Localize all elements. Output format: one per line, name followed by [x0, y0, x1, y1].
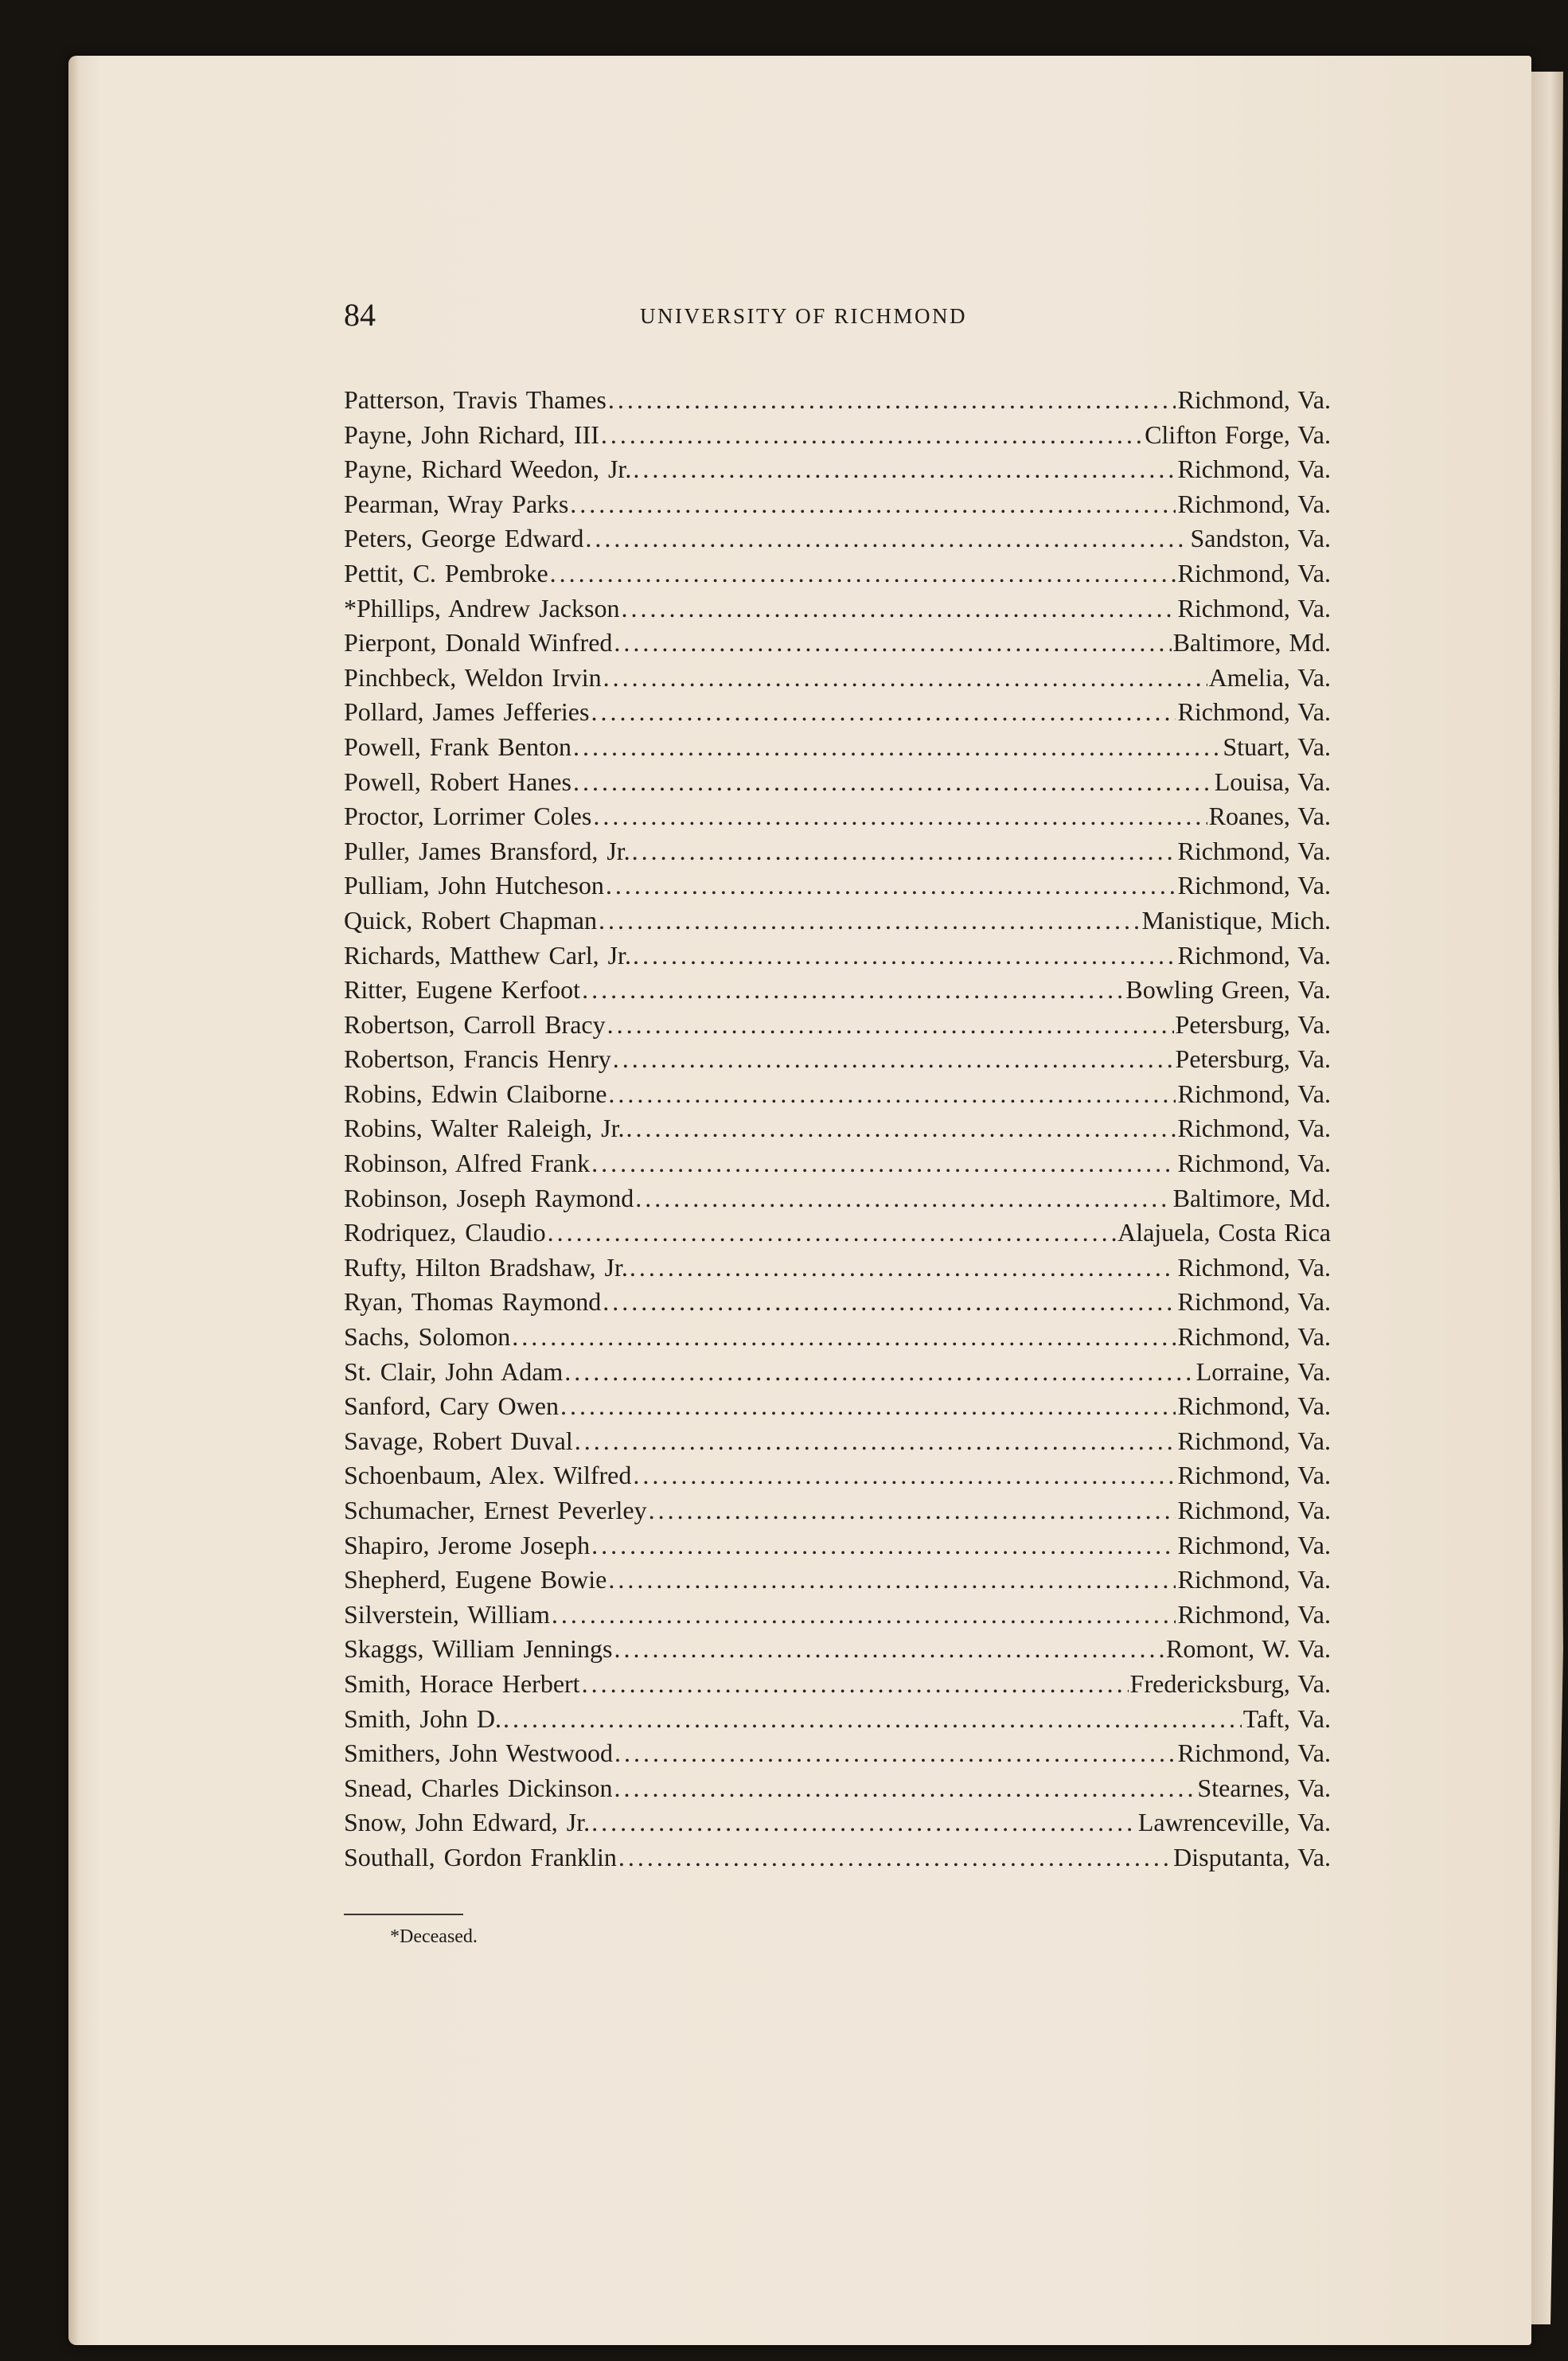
- entry-name: Sachs, Solomon: [344, 1322, 511, 1352]
- list-item: [344, 521, 1331, 556]
- dot-leader: [591, 1528, 1176, 1563]
- entry-place: Richmond, Va.: [1177, 1461, 1331, 1490]
- entry-place: Richmond, Va.: [1177, 558, 1331, 587]
- entry-name: Payne, John Richard, III: [344, 420, 599, 449]
- dot-leader: [550, 556, 1176, 591]
- entry-place: Lawrenceville, Va.: [1137, 1808, 1331, 1837]
- entry-place: Richmond, Va.: [1177, 385, 1331, 414]
- dot-leader: [564, 1355, 1194, 1390]
- entry-place: Richmond, Va.: [1177, 836, 1331, 865]
- entry-name: Shapiro, Jerome Joseph: [344, 1530, 591, 1559]
- entry-name: Payne, Richard Weedon, Jr.: [344, 455, 632, 484]
- dot-leader: [608, 1563, 1176, 1598]
- entry-place: Richmond, Va.: [1177, 1114, 1331, 1143]
- entry-name: Savage, Robert Duval: [344, 1426, 573, 1455]
- dot-leader: [560, 1389, 1176, 1424]
- list-item: [344, 1840, 1331, 1875]
- entry-place: Stearnes, Va.: [1197, 1773, 1331, 1802]
- dot-leader: [601, 418, 1143, 453]
- dot-leader: [633, 1458, 1176, 1493]
- entry-name: Sanford, Cary Owen: [344, 1391, 559, 1421]
- list-item: [344, 868, 1331, 903]
- entry-place: Richmond, Va.: [1177, 1252, 1331, 1282]
- entry-name: Skaggs, William Jennings: [344, 1634, 613, 1664]
- dot-leader: [633, 939, 1176, 974]
- entry-place: Richmond, Va.: [1177, 1530, 1331, 1559]
- list-item: [344, 1389, 1331, 1424]
- page-header: [344, 296, 1331, 344]
- list-item: [344, 730, 1331, 765]
- entry-name: Ryan, Thomas Raymond: [344, 1287, 602, 1317]
- dot-leader: [614, 1632, 1164, 1667]
- entry-name: Powell, Frank Benton: [344, 732, 571, 761]
- entry-place: Baltimore, Md.: [1172, 628, 1331, 658]
- dot-leader: [613, 1042, 1174, 1077]
- list-item: [344, 973, 1331, 1008]
- entry-place: Sandston, Va.: [1190, 524, 1331, 553]
- entry-name: Robins, Walter Raleigh, Jr.: [344, 1114, 625, 1143]
- list-item: [344, 834, 1331, 869]
- dot-leader: [626, 1111, 1176, 1146]
- entry-place: Petersburg, Va.: [1175, 1009, 1331, 1039]
- entry-place: Richmond, Va.: [1177, 1565, 1331, 1594]
- dot-leader: [606, 868, 1176, 903]
- entry-place: Clifton Forge, Va.: [1145, 420, 1331, 449]
- list-item: [344, 1042, 1331, 1077]
- dot-leader: [607, 1008, 1174, 1043]
- dot-leader: [585, 521, 1188, 556]
- dot-leader: [603, 661, 1207, 696]
- entry-place: Richmond, Va.: [1177, 697, 1331, 727]
- entry-place: Bowling Green, Va.: [1125, 975, 1331, 1005]
- entry-name: Pinchbeck, Weldon Irvin: [344, 662, 602, 692]
- entry-place: Richmond, Va.: [1177, 940, 1331, 970]
- list-item: [344, 939, 1331, 974]
- dot-leader: [608, 383, 1176, 418]
- dot-leader: [570, 487, 1176, 522]
- dot-leader: [603, 1285, 1176, 1320]
- dot-leader: [632, 834, 1176, 869]
- entry-place: Amelia, Va.: [1208, 662, 1331, 692]
- entry-place: Fredericksburg, Va.: [1129, 1668, 1331, 1698]
- list-item: [344, 591, 1331, 626]
- entry-place: Richmond, Va.: [1177, 593, 1331, 622]
- entry-name: Proctor, Lorrimer Coles: [344, 802, 592, 831]
- facing-page-edge: [1531, 72, 1563, 2324]
- entry-place: Richmond, Va.: [1177, 1287, 1331, 1317]
- dot-leader: [573, 730, 1221, 765]
- entry-place: Richmond, Va.: [1177, 1496, 1331, 1524]
- list-item: [344, 1077, 1331, 1112]
- entry-place: Richmond, Va.: [1177, 455, 1331, 484]
- page-number: 84: [344, 297, 376, 333]
- list-item: [344, 799, 1331, 834]
- entry-name: Peters, George Edward: [344, 524, 584, 553]
- dot-leader: [573, 765, 1213, 800]
- entry-name: Smithers, John Westwood: [344, 1739, 613, 1768]
- entry-place: Roanes, Va.: [1208, 802, 1331, 831]
- list-item: [344, 1598, 1331, 1633]
- list-item: [344, 626, 1331, 661]
- entry-name: Robertson, Carroll Bracy: [344, 1009, 606, 1039]
- dot-leader: [599, 903, 1141, 939]
- entry-name: Puller, James Bransford, Jr.: [344, 836, 630, 865]
- entry-place: Richmond, Va.: [1177, 1599, 1331, 1629]
- entry-name: Pierpont, Donald Winfred: [344, 628, 613, 658]
- entry-name: Schumacher, Ernest Peverley: [344, 1496, 647, 1524]
- list-item: [344, 661, 1331, 696]
- list-item: [344, 1702, 1331, 1737]
- entry-place: Taft, Va.: [1242, 1703, 1331, 1733]
- list-item: [344, 1667, 1331, 1702]
- list-item: [344, 1563, 1331, 1598]
- list-item: [344, 1632, 1331, 1667]
- list-item: [344, 1008, 1331, 1043]
- list-item: [344, 1320, 1331, 1355]
- entry-name: Southall, Gordon Franklin: [344, 1842, 617, 1871]
- entry-place: Romont, W. Va.: [1166, 1634, 1331, 1664]
- entry-place: Petersburg, Va.: [1175, 1044, 1331, 1074]
- entry-place: Disputanta, Va.: [1173, 1842, 1331, 1871]
- entry-name: Richards, Matthew Carl, Jr.: [344, 940, 631, 970]
- entry-name: Smith, Horace Herbert: [344, 1668, 580, 1698]
- entry-name: *Phillips, Andrew Jackson: [344, 593, 620, 622]
- entry-place: Richmond, Va.: [1177, 1426, 1331, 1455]
- dot-leader: [591, 695, 1176, 730]
- list-item: [344, 1111, 1331, 1146]
- list-item: [344, 1458, 1331, 1493]
- dot-leader: [618, 1840, 1172, 1875]
- list-item: [344, 1493, 1331, 1528]
- list-item: [344, 452, 1331, 487]
- entry-place: Stuart, Va.: [1223, 732, 1331, 761]
- dot-leader: [614, 1771, 1196, 1806]
- dot-leader: [635, 1181, 1171, 1216]
- entry-name: Snead, Charles Dickinson: [344, 1773, 613, 1802]
- entry-place: Richmond, Va.: [1177, 1391, 1331, 1421]
- dot-leader: [591, 1146, 1176, 1181]
- dot-leader: [512, 1320, 1176, 1355]
- entry-name: Smith, John D.: [344, 1703, 502, 1733]
- list-item: [344, 1146, 1331, 1181]
- dot-leader: [575, 1424, 1176, 1459]
- entry-place: Louisa, Va.: [1214, 767, 1331, 796]
- entry-name: Robins, Edwin Claiborne: [344, 1079, 607, 1108]
- dot-leader: [621, 591, 1176, 626]
- entry-place: Richmond, Va.: [1177, 1149, 1331, 1178]
- list-item: [344, 1216, 1331, 1251]
- entry-place: Alajuela, Costa Rica: [1117, 1218, 1331, 1247]
- list-item: [344, 556, 1331, 591]
- list-item: [344, 903, 1331, 939]
- entry-place: Richmond, Va.: [1177, 1322, 1331, 1352]
- list-item: [344, 1285, 1331, 1320]
- entry-place: Manistique, Mich.: [1141, 905, 1331, 935]
- entry-name: Rodriquez, Claudio: [344, 1218, 546, 1247]
- dot-leader: [591, 1805, 1137, 1840]
- dot-leader: [614, 1736, 1176, 1771]
- entry-name: Silverstein, William: [344, 1599, 550, 1629]
- dot-leader: [582, 1667, 1129, 1702]
- list-item: [344, 1181, 1331, 1216]
- entry-place: Lorraine, Va.: [1196, 1356, 1331, 1386]
- dot-leader: [649, 1493, 1176, 1528]
- dot-leader: [582, 973, 1124, 1008]
- entry-name: Powell, Robert Hanes: [344, 767, 571, 796]
- entry-name: Pulliam, John Hutcheson: [344, 871, 604, 900]
- list-item: [344, 487, 1331, 522]
- dot-leader: [608, 1077, 1176, 1112]
- entry-name: Pettit, C. Pembroke: [344, 558, 548, 587]
- entry-name: Robertson, Francis Henry: [344, 1044, 611, 1074]
- list-item: [344, 418, 1331, 453]
- entry-place: Richmond, Va.: [1177, 489, 1331, 518]
- list-item: [344, 383, 1331, 418]
- list-item: [344, 765, 1331, 800]
- entry-place: Baltimore, Md.: [1172, 1183, 1331, 1212]
- entry-name: St. Clair, John Adam: [344, 1356, 564, 1386]
- entry-name: Schoenbaum, Alex. Wilfred: [344, 1461, 632, 1490]
- dot-leader: [552, 1598, 1176, 1633]
- dot-leader: [548, 1216, 1116, 1251]
- entry-place: Richmond, Va.: [1177, 871, 1331, 900]
- list-item: [344, 1805, 1331, 1840]
- running-title: UNIVERSITY OF RICHMOND: [640, 304, 968, 328]
- entry-place: Richmond, Va.: [1177, 1079, 1331, 1108]
- entry-name: Snow, John Edward, Jr.: [344, 1808, 591, 1837]
- list-item: [344, 1424, 1331, 1459]
- dot-leader: [630, 1251, 1176, 1286]
- list-item: [344, 1251, 1331, 1286]
- entry-name: Pollard, James Jefferies: [344, 697, 590, 727]
- list-item: [344, 1771, 1331, 1806]
- dot-leader: [593, 799, 1207, 834]
- list-item: [344, 1355, 1331, 1390]
- entry-name: Pearman, Wray Parks: [344, 489, 569, 518]
- entry-name: Robinson, Alfred Frank: [344, 1149, 591, 1178]
- entry-name: Shepherd, Eugene Bowie: [344, 1565, 607, 1594]
- dot-leader: [633, 452, 1176, 487]
- entry-name: Rufty, Hilton Bradshaw, Jr.: [344, 1252, 628, 1282]
- entry-name: Quick, Robert Chapman: [344, 905, 597, 935]
- dot-leader: [614, 626, 1171, 661]
- list-item: [344, 695, 1331, 730]
- list-item: [344, 1736, 1331, 1771]
- entry-name: Patterson, Travis Thames: [344, 385, 607, 414]
- list-item: [344, 1528, 1331, 1563]
- entry-name: Robinson, Joseph Raymond: [344, 1183, 634, 1212]
- dot-leader: [503, 1702, 1242, 1737]
- entry-place: Richmond, Va.: [1177, 1739, 1331, 1768]
- entry-name: Ritter, Eugene Kerfoot: [344, 975, 581, 1005]
- footnote: *Deceased.: [390, 1926, 478, 1947]
- directory-list: [344, 383, 1331, 1875]
- footnote-rule: [344, 1914, 463, 1915]
